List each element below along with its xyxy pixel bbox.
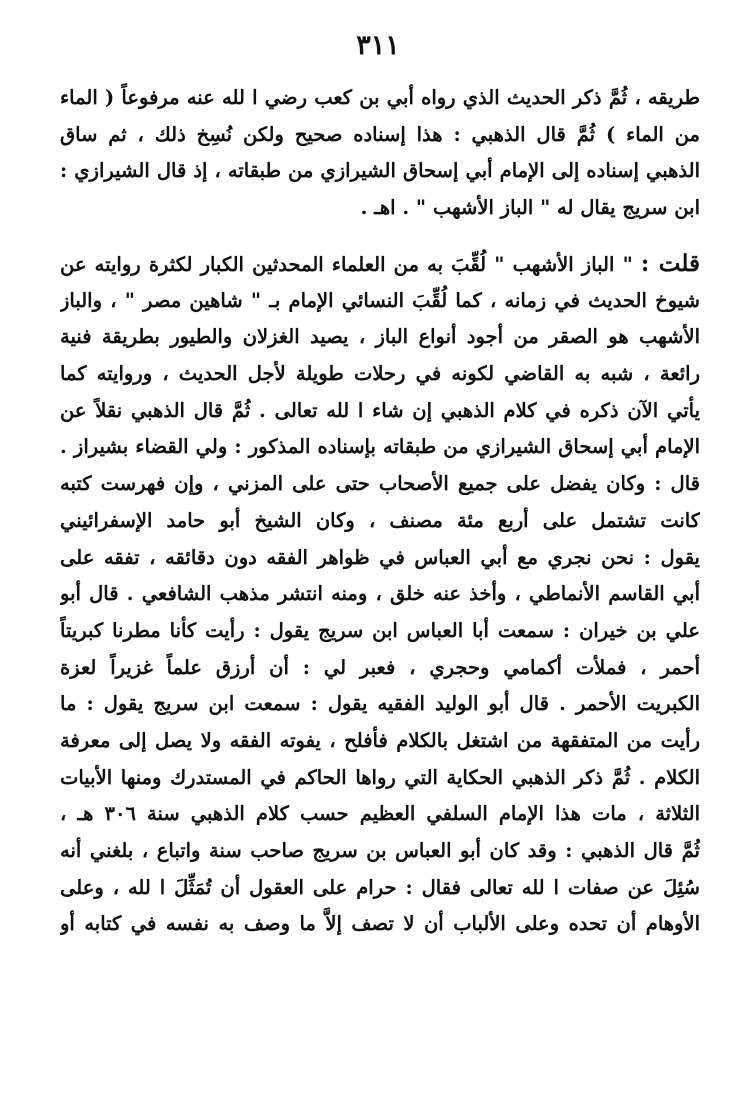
- text-line: أحمر ، فملأت أكمامي وحجري ، فعبر لي : أن أرزق علماً غزيراً لعزة: [60, 655, 700, 679]
- paragraph-2: [60, 246, 700, 943]
- text-line: الكبريت الأحمر . قال أبو الوليد الفقيه يقول : سمعت ابن سريج يقول : ما: [60, 692, 700, 716]
- text-line: ابن سريج يقال له " الباز الأشهب " . اهـ .: [360, 196, 700, 220]
- text-line: رائعة ، شبه به القاضي لكونه في رحلات طويلة لأجل الحديث ، وروايته كما: [60, 362, 700, 386]
- text-line: طريقه ، ثُمَّ ذكر الحديث الذي رواه أبي بن كعب رضي ا لله عنه مرفوعاً ( الماء: [60, 86, 700, 109]
- text-line: سُئِلَ عن صفات ا لله تعالى فقال : حرام على العقول أن تُمَثِّلَ ا لله ، وعلى: [60, 875, 700, 899]
- text-line: الثلاثة ، مات هذا الإمام السلفي العظيم حسب كلام الذهبي سنة ٣٠٦ هـ ،: [60, 802, 700, 826]
- text-line: أبي القاسم الأنماطي ، وأخذ عنه خلق ، ومنه انتشر مذهب الشافعي . قال أبو: [60, 582, 700, 606]
- lead-word: قلت :: [640, 250, 700, 277]
- text-line: الأوهام أن تحده وعلى الألباب أن لا تصف إلاَّ ما وصف به نفسه في كتابه أو: [60, 912, 700, 936]
- text-line: رأيت من المتفقهة من اشتغل بالكلام فأفلح ، يفوته الفقه ولا يصل إلى معرفة: [60, 728, 700, 752]
- text-line: الإمام أبي إسحاق الشيرازي من طبقاته بإسناده المذكور : ولي القضاء بشيراز .: [60, 435, 700, 459]
- text-line: علي بن خيران : سمعت أبا العباس ابن سريج يقول : رأيت كأنا مطرنا كبريتاً: [60, 618, 700, 642]
- text-line: كانت تشتمل على أربع مئة مصنف ، وكان الشيخ أبو حامد الإسفرائيني: [60, 508, 700, 532]
- text-line: شيوخ الحديث في زمانه ، كما لُقِّبَ النسائي الإمام بـ " شاهين مصر " ، والباز: [60, 288, 700, 312]
- text-line: يقول : نحن نجري مع أبي العباس في ظواهر الفقه دون دقائقه ، تفقه على: [60, 545, 700, 569]
- text-line: ثُمَّ قال الذهبي : وقد كان أبو العباس بن سريج صاحب سنة واتباع ، بلغني أنه: [60, 839, 700, 862]
- text-line: الأشهب هو الصقر من أجود أنواع الباز ، يصيد الغزلان والطيور بطريقة فنية: [60, 325, 700, 349]
- text-line: الكلام . ثُمَّ ذكر الذهبي الحكاية التي رواها الحاكم في المستدرك ومنها الأبيات: [60, 765, 700, 789]
- text-line: يأتي الآن ذكره في كلام الذهبي إن شاء ا لله تعالى . ثُمَّ قال الذهبي نقلاً عن: [60, 398, 700, 422]
- page-number: ٣١١: [356, 30, 400, 61]
- text-line: الذهبي إسناده إلى الإمام أبي إسحاق الشيرازي من طبقاته ، إذ قال الشيرازي :: [60, 159, 700, 183]
- text-line-rest: " الباز الأشهب " لُقِّبَ به من العلماء المحدثين الكبار لكثرة روايته عن: [60, 253, 633, 276]
- text-line: قال : وكان يفضل على جميع الأصحاب حتى على المزني ، وإن فهرست كتبه: [60, 472, 700, 496]
- paragraph-1: [60, 80, 700, 227]
- text-line-first: [60, 246, 700, 283]
- text-line: من الماء ) ثُمَّ قال الذهبي : هذا إسناده صحيح ولكن نُسِخ ذلك ، ثم ساق: [60, 122, 700, 146]
